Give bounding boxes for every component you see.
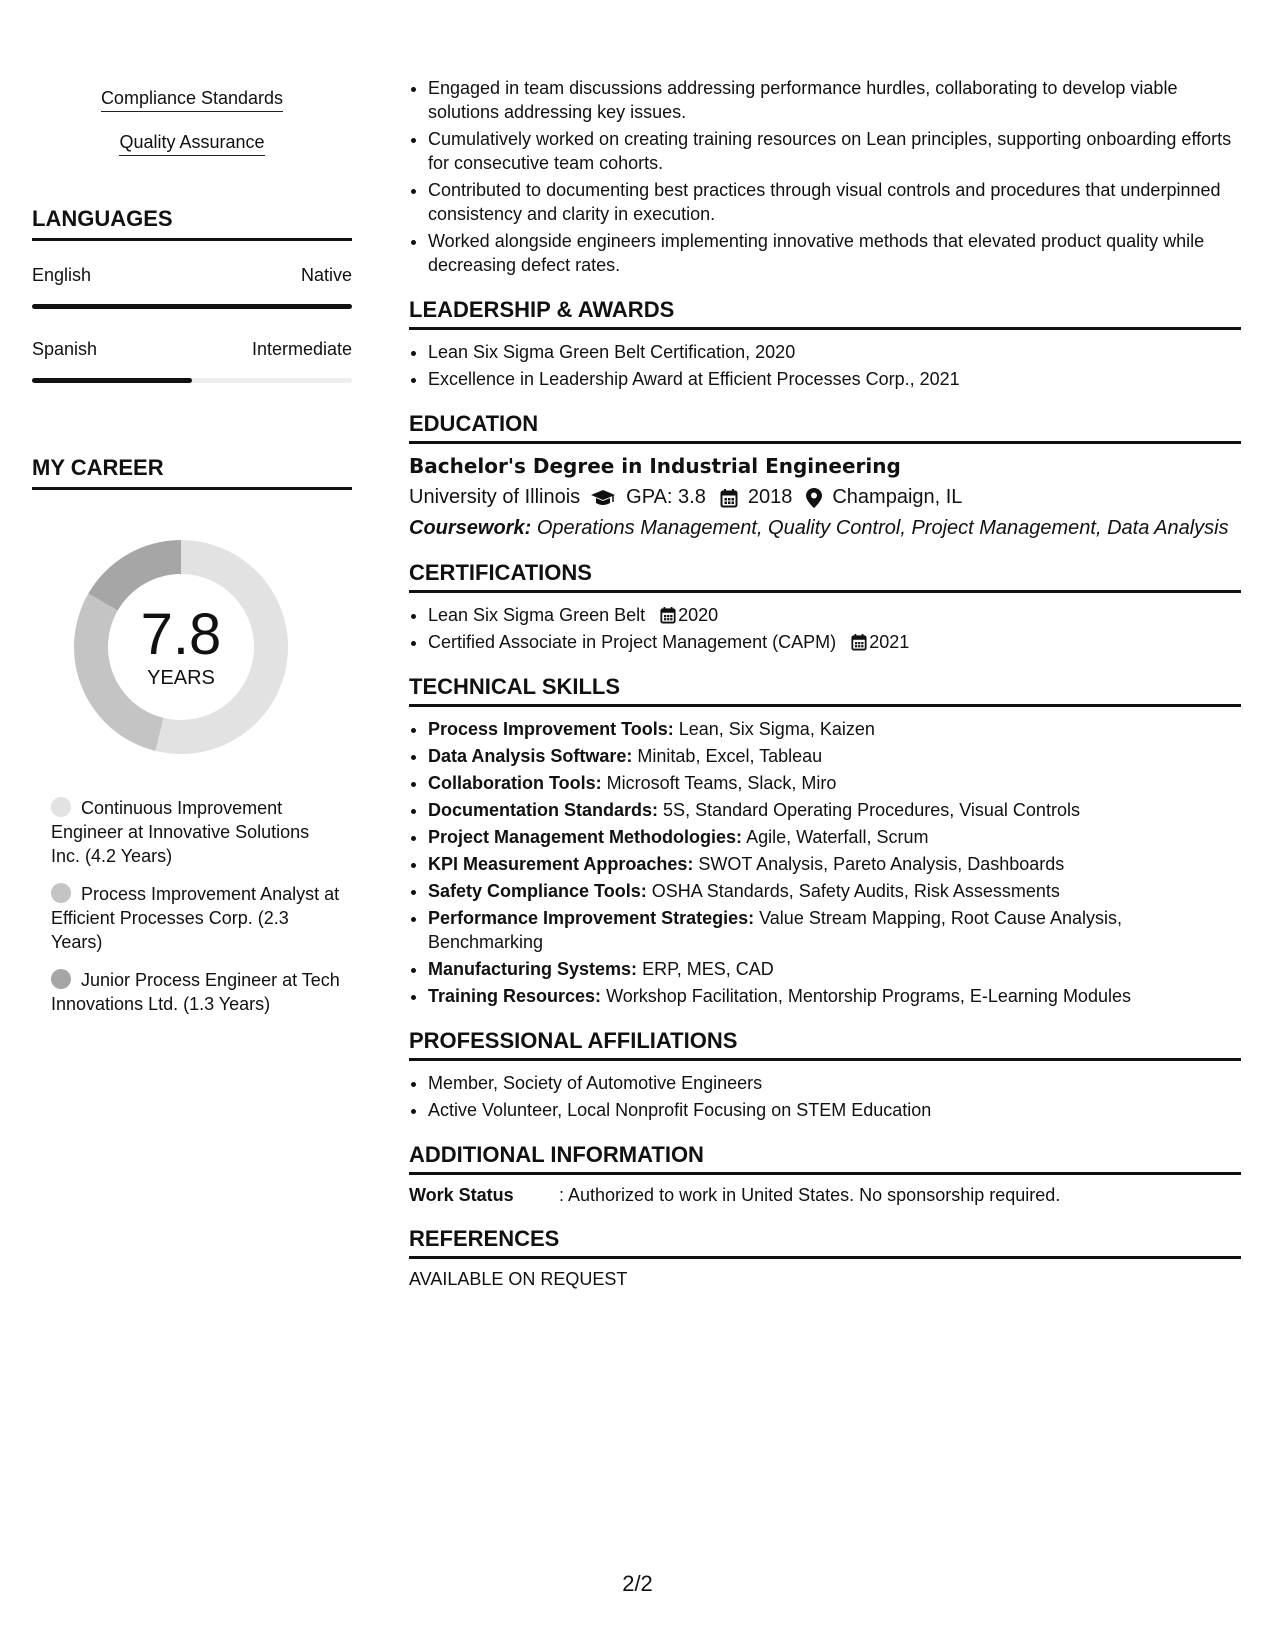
skill-chip: Compliance Standards bbox=[101, 88, 283, 112]
career-total-unit: YEARS bbox=[147, 666, 215, 689]
skill-item bbox=[428, 717, 1241, 741]
career-legend-text: Continuous Improvement Engineer at Innovative Solutions Inc. (4.2 Years) bbox=[51, 798, 310, 866]
awards-list bbox=[409, 340, 1241, 391]
skill-label: Safety Compliance Tools: bbox=[428, 881, 647, 901]
skill-value: Value Stream Mapping, Root Cause Analysis, Benchmarking bbox=[428, 908, 1122, 952]
certification-item bbox=[428, 603, 1241, 627]
map-pin-icon bbox=[806, 488, 822, 508]
work-status-value: : Authorized to work in United States. No sponsorship required. bbox=[559, 1185, 1061, 1205]
certification-name: Certified Associate in Project Management (CAPM) bbox=[428, 632, 837, 652]
skill-value: OSHA Standards, Safety Audits, Risk Assessments bbox=[651, 881, 1060, 901]
awards-heading: LEADERSHIP & AWARDS bbox=[409, 297, 1241, 330]
calendar-icon bbox=[660, 606, 676, 624]
references-text: AVAILABLE ON REQUEST bbox=[409, 1269, 628, 1289]
education-school: University of Illinois bbox=[409, 486, 581, 508]
language-name: English bbox=[32, 265, 92, 285]
certification-year: 2020 bbox=[678, 605, 719, 625]
skill-label: Project Management Methodologies: bbox=[428, 827, 743, 847]
career-total-years: 7.8 bbox=[140, 601, 222, 667]
language-spanish bbox=[32, 339, 352, 383]
certifications-list bbox=[409, 603, 1241, 654]
language-name: Spanish bbox=[32, 339, 98, 359]
language-proficiency-bar bbox=[32, 378, 352, 383]
sidebar bbox=[32, 80, 352, 1030]
skill-item bbox=[428, 744, 1241, 768]
language-proficiency-fill bbox=[32, 304, 352, 309]
legend-dot-icon bbox=[51, 969, 71, 989]
skill-label: Training Resources: bbox=[428, 986, 602, 1006]
education-gpa: GPA: 3.8 bbox=[626, 486, 706, 508]
legend-dot-icon bbox=[51, 797, 71, 817]
skill-item bbox=[428, 984, 1241, 1008]
experience-bullet: • Cumulatively worked on creating training resources on Lean principles, supporting onboarding efforts for consecutive team cohorts. bbox=[428, 127, 1241, 175]
language-proficiency-bar bbox=[32, 304, 352, 309]
skill-label: Process Improvement Tools: bbox=[428, 719, 674, 739]
experience-bullet: • Worked alongside engineers implementing innovative methods that elevated product quality while decreasing defect rates. bbox=[428, 229, 1241, 277]
education-location: Champaign, IL bbox=[832, 486, 963, 508]
technical-skills-list bbox=[409, 717, 1241, 1008]
career-legend-text: Process Improvement Analyst at Efficient Processes Corp. (2.3 Years) bbox=[51, 884, 340, 952]
education-degree: Bachelor's Degree in Industrial Engineering bbox=[409, 454, 901, 478]
skill-label: Documentation Standards: bbox=[428, 800, 659, 820]
graduation-cap-icon bbox=[590, 489, 616, 507]
education-coursework bbox=[409, 517, 1241, 540]
work-status-row bbox=[409, 1185, 1241, 1206]
skill-item bbox=[428, 906, 1241, 954]
skill-label: Performance Improvement Strategies: bbox=[428, 908, 755, 928]
language-level: Native bbox=[300, 265, 352, 285]
skill-label: Collaboration Tools: bbox=[428, 773, 602, 793]
career-donut-chart bbox=[66, 532, 296, 762]
skill-value: Lean, Six Sigma, Kaizen bbox=[678, 719, 875, 739]
certifications-heading: CERTIFICATIONS bbox=[409, 560, 1241, 593]
skill-label: Data Analysis Software: bbox=[428, 746, 633, 766]
skill-value: ERP, MES, CAD bbox=[642, 959, 774, 979]
award-item: • Excellence in Leadership Award at Efficient Processes Corp., 2021 bbox=[428, 367, 1241, 391]
career-heading: MY CAREER bbox=[32, 455, 352, 490]
skill-item bbox=[428, 852, 1241, 876]
work-status-label: Work Status bbox=[409, 1185, 514, 1205]
skill-value: Workshop Facilitation, Mentorship Programs, E-Learning Modules bbox=[606, 986, 1131, 1006]
skill-chip-list bbox=[32, 88, 352, 156]
experience-bullet: • Contributed to documenting best practices through visual controls and procedures that underpinned consistency and clarity in execution. bbox=[428, 178, 1241, 226]
affiliation-item: • Member, Society of Automotive Engineers bbox=[428, 1071, 1241, 1095]
experience-bullets bbox=[409, 76, 1241, 277]
education-heading: EDUCATION bbox=[409, 411, 1241, 444]
certification-item bbox=[428, 630, 1241, 654]
career-legend-text: Junior Process Engineer at Tech Innovations Ltd. (1.3 Years) bbox=[51, 970, 340, 1014]
education-entry bbox=[409, 454, 1241, 540]
certification-year: 2021 bbox=[869, 632, 910, 652]
affiliations-heading: PROFESSIONAL AFFILIATIONS bbox=[409, 1028, 1241, 1061]
education-year: 2018 bbox=[747, 486, 793, 508]
skill-value: Agile, Waterfall, Scrum bbox=[746, 827, 929, 847]
calendar-icon bbox=[720, 488, 738, 508]
skill-item bbox=[428, 798, 1241, 822]
calendar-icon bbox=[851, 633, 867, 651]
page-number: 2/2 bbox=[622, 1571, 653, 1596]
career-legend-item bbox=[51, 796, 341, 868]
coursework-label: Coursework: bbox=[409, 517, 532, 539]
technical-skills-heading: TECHNICAL SKILLS bbox=[409, 674, 1241, 707]
skill-value: Microsoft Teams, Slack, Miro bbox=[606, 773, 837, 793]
language-proficiency-fill bbox=[32, 378, 192, 383]
references-heading: REFERENCES bbox=[409, 1226, 1241, 1259]
skill-value: Minitab, Excel, Tableau bbox=[637, 746, 823, 766]
career-legend-item bbox=[51, 882, 341, 954]
skill-value: SWOT Analysis, Pareto Analysis, Dashboards bbox=[698, 854, 1065, 874]
affiliations-list bbox=[409, 1071, 1241, 1122]
skill-item bbox=[428, 771, 1241, 795]
main-content bbox=[409, 76, 1241, 1290]
experience-bullet: • Engaged in team discussions addressing performance hurdles, collaborating to develop viable solutions addressing key issues. bbox=[428, 76, 1241, 124]
award-item: • Lean Six Sigma Green Belt Certification, 2020 bbox=[428, 340, 1241, 364]
skill-label: Manufacturing Systems: bbox=[428, 959, 638, 979]
skill-item bbox=[428, 879, 1241, 903]
additional-info-heading: ADDITIONAL INFORMATION bbox=[409, 1142, 1241, 1175]
skill-item bbox=[428, 825, 1241, 849]
language-english bbox=[32, 265, 352, 309]
career-legend-item bbox=[51, 968, 341, 1016]
skill-label: KPI Measurement Approaches: bbox=[428, 854, 694, 874]
career-legend bbox=[51, 796, 341, 1016]
languages-heading: LANGUAGES bbox=[32, 206, 352, 241]
skill-value: 5S, Standard Operating Procedures, Visual Controls bbox=[663, 800, 1080, 820]
skill-chip: Quality Assurance bbox=[119, 132, 264, 156]
affiliation-item: • Active Volunteer, Local Nonprofit Focusing on STEM Education bbox=[428, 1098, 1241, 1122]
coursework-value: Operations Management, Quality Control, Project Management, Data Analysis bbox=[536, 517, 1229, 539]
legend-dot-icon bbox=[51, 883, 71, 903]
language-level: Intermediate bbox=[251, 339, 352, 359]
skill-item bbox=[428, 957, 1241, 981]
certification-name: Lean Six Sigma Green Belt bbox=[428, 605, 646, 625]
